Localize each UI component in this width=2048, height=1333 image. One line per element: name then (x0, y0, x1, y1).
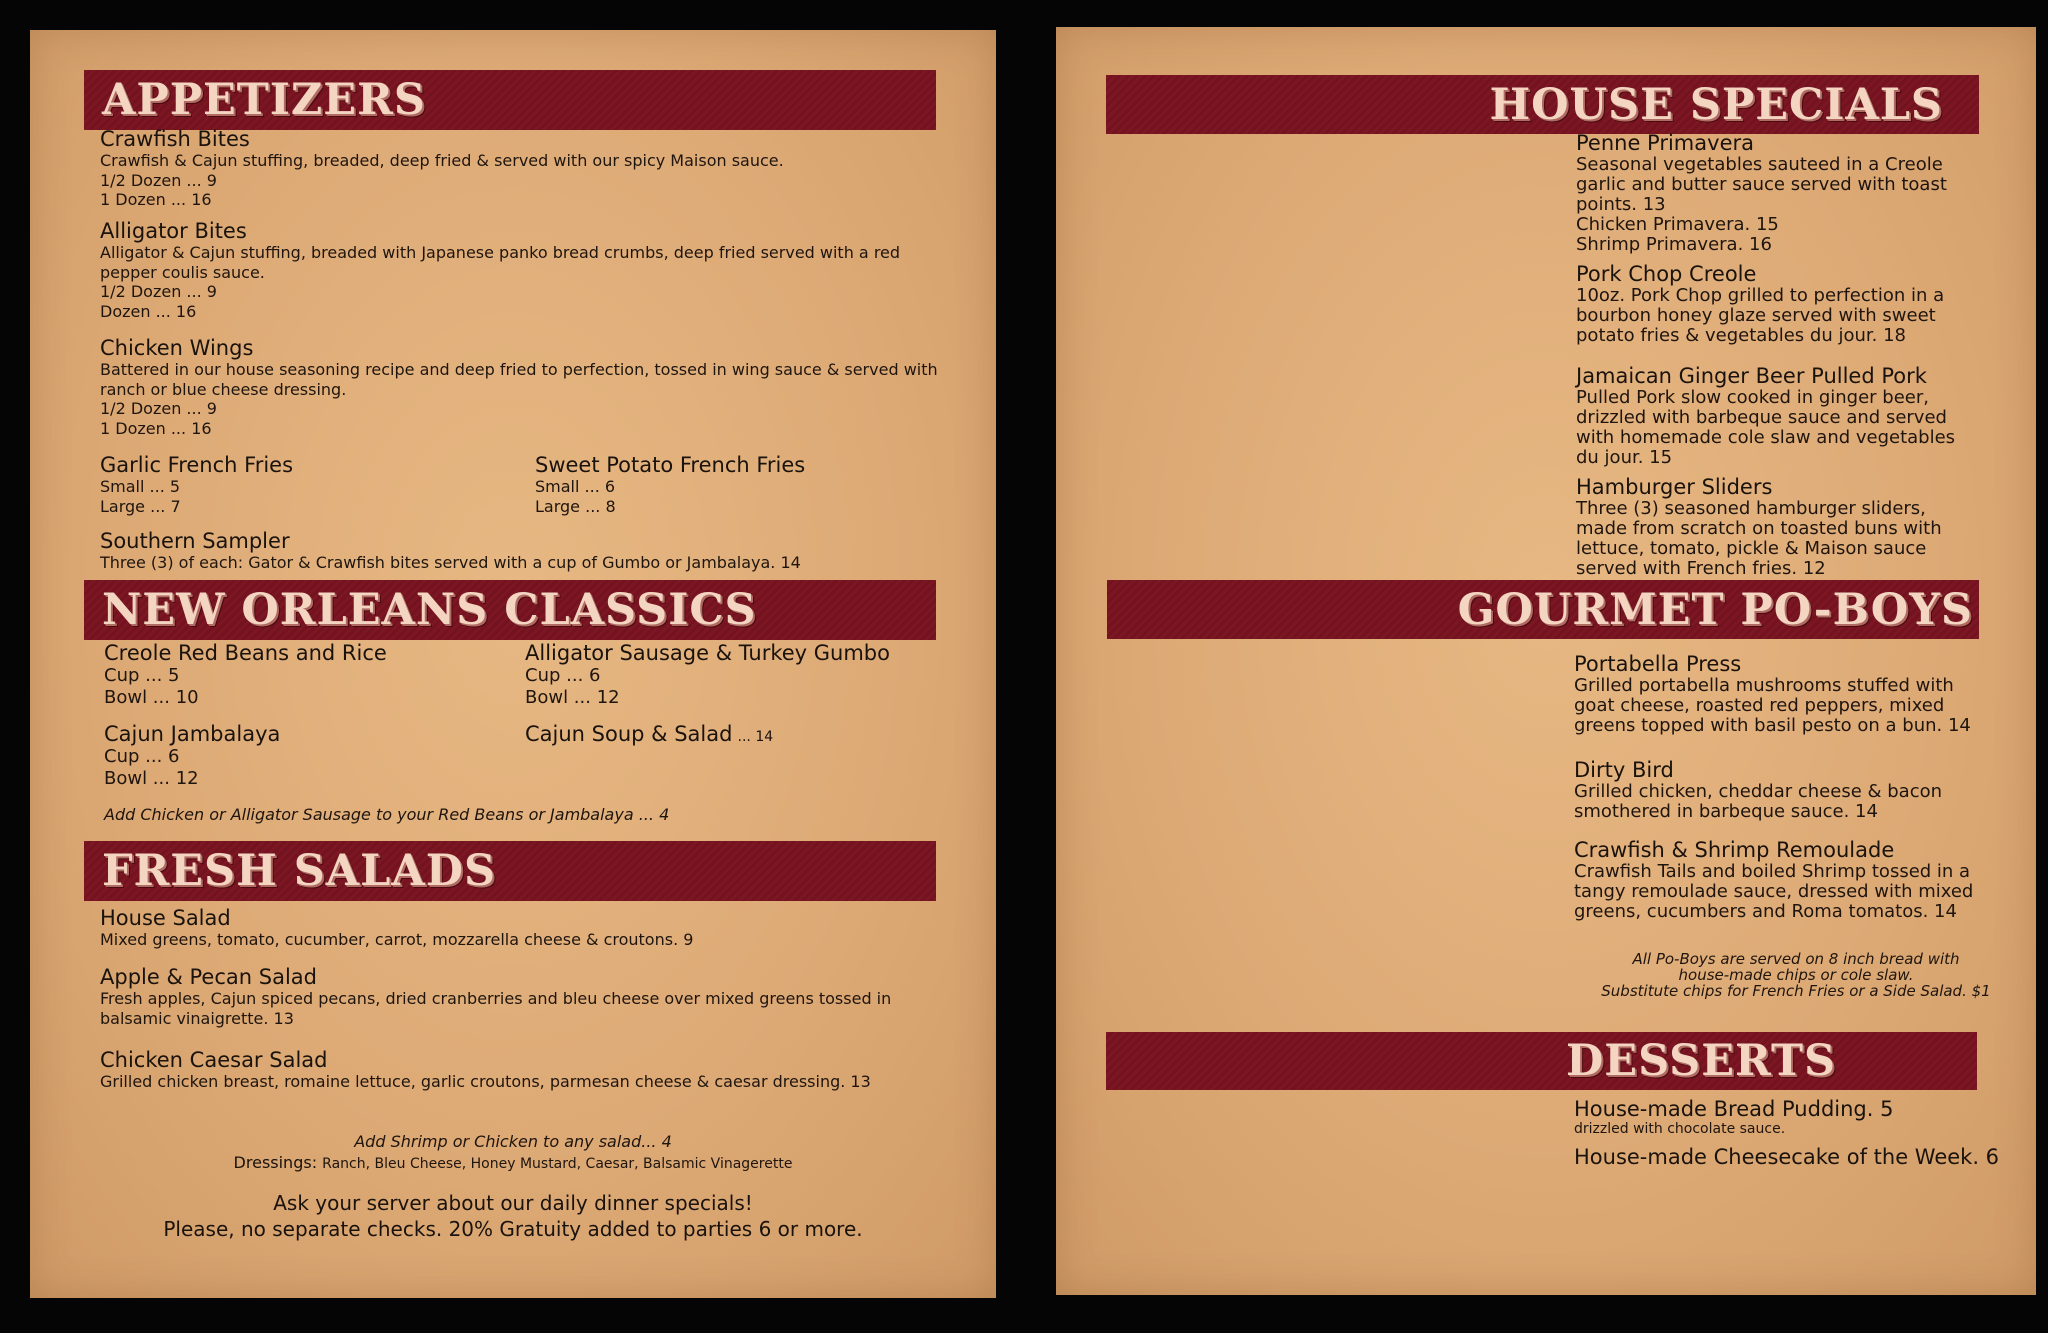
item-description: Crawfish & Cajun stuffing, breaded, deep fried & served with our spicy Maison sauce. (100, 151, 784, 170)
item-description: Crawfish Tails and boiled Shrimp tossed in a tangy remoulade sauce, dressed with mixed greens, cucumbers and Roma tomatos. 14 (1574, 861, 1974, 922)
item-price-line: 1 Dozen ... 16 (100, 418, 212, 438)
item-price-line: Cup ... 6 (525, 665, 601, 686)
item-price-line: Bowl ... 10 (104, 687, 199, 708)
item-price-line: 1/2 Dozen ... 9 (100, 170, 217, 190)
po-boys-note-line-2: house-made chips or cole slaw. (1678, 966, 1914, 984)
desserts-title: DESSERTS (1566, 1036, 1837, 1086)
menu-item-house-salad (100, 907, 940, 950)
item-description: Pulled Pork slow cooked in ginger beer, drizzled with barbeque sauce and served with homemade cole slaw and vegetables du jour. 15 (1576, 387, 1956, 468)
item-price-line: Large ... 8 (535, 496, 616, 516)
item-description: Three (3) seasoned hamburger sliders, made from scratch on toasted buns with lettuce, tomato, pickle & Maison sauce served with French fries. 12 (1576, 498, 1942, 579)
item-price-line: 1 Dozen ... 16 (100, 190, 212, 209)
house-specials-title: HOUSE SPECIALS (1489, 79, 1943, 130)
item-name: Garlic French Fries (100, 453, 294, 477)
item-description: Alligator & Cajun stuffing, breaded with Japanese panko bread crumbs, deep fried served with a red pepper coulis sauce. (100, 243, 901, 282)
item-description: Mixed greens, tomato, cucumber, carrot, mozzarella cheese & croutons. 9 (100, 930, 694, 949)
menu-item-soup-salad (525, 723, 945, 746)
menu-item-chicken-caesar (100, 1049, 940, 1092)
item-name: Alligator Bites (100, 219, 247, 243)
item-description: drizzled with chocolate sauce. (1574, 1121, 1786, 1137)
menu-item-pulled-pork (1576, 365, 1976, 468)
item-name: Cajun Soup & Salad (525, 722, 733, 746)
item-name: House-made Cheesecake of the Week. 6 (1574, 1145, 2000, 1169)
item-description: Three (3) of each: Gator & Crawfish bites served with a cup of Gumbo or Jambalaya. 14 (100, 553, 801, 572)
menu-item-apple-pecan (100, 966, 940, 1028)
menu-item-penne-primavera (1576, 132, 1976, 255)
menu-item-sweet-potato-fries (535, 454, 935, 516)
menu-item-gumbo (525, 642, 945, 709)
item-name: Portabella Press (1574, 652, 1742, 676)
item-price-line: Cup ... 5 (104, 665, 180, 686)
menu-item-crawfish-remoulade (1574, 839, 1974, 922)
item-name: Alligator Sausage & Turkey Gumbo (525, 641, 890, 665)
item-price-line: Bowl ... 12 (104, 768, 199, 789)
item-variant: Chicken Primavera. 15 (1576, 214, 1779, 235)
menu-item-pork-chop (1576, 263, 1976, 346)
item-name: Pork Chop Creole (1576, 262, 1757, 286)
menu-item-jambalaya (104, 723, 504, 790)
menu-page-right (1056, 27, 2036, 1295)
item-name: Penne Primavera (1576, 131, 1754, 155)
item-name: Dirty Bird (1574, 758, 1674, 782)
item-price-line: 1/2 Dozen ... 9 (100, 399, 217, 418)
dressings-list: Ranch, Bleu Cheese, Honey Mustard, Caesar, Balsamic Vinagerette (322, 1156, 793, 1172)
item-description: Fresh apples, Cajun spiced pecans, dried cranberries and bleu cheese over mixed greens tossed in balsamic vinaigrette. 13 (100, 989, 892, 1028)
item-price: ... 14 (737, 729, 774, 745)
item-name: Cajun Jambalaya (104, 722, 281, 746)
item-description: Grilled chicken breast, romaine lettuce, garlic croutons, parmesan cheese & caesar dressing. 13 (100, 1072, 871, 1091)
footer-line-1: Ask your server about our daily dinner specials! (273, 1191, 753, 1215)
item-price-line: Small ... 5 (100, 477, 181, 496)
item-name: Jamaican Ginger Beer Pulled Pork (1576, 364, 1927, 388)
item-description: 10oz. Pork Chop grilled to perfection in a bourbon honey glaze served with sweet potato fries & vegetables du jour. 18 (1576, 285, 1945, 346)
item-price-line: Dozen ... 16 (100, 301, 197, 321)
menu-footer (30, 1190, 996, 1242)
item-name: Crawfish Bites (100, 127, 250, 151)
item-name: Creole Red Beans and Rice (104, 641, 387, 665)
item-name: Sweet Potato French Fries (535, 453, 806, 477)
classics-addon-note: Add Chicken or Alligator Sausage to your Red Beans or Jambalaya ... 4 (104, 805, 670, 824)
po-boys-banner (1107, 580, 1979, 639)
menu-item-dirty-bird (1574, 759, 1974, 822)
item-name: Crawfish & Shrimp Remoulade (1574, 838, 1895, 862)
appetizers-banner (84, 70, 936, 130)
menu-page-left (30, 30, 996, 1298)
footer-line-2: Please, no separate checks. 20% Gratuity added to parties 6 or more. (163, 1217, 863, 1241)
item-description: Seasonal vegetables sauteed in a Creole garlic and butter sauce served with toast points. 13 (1576, 154, 1947, 215)
item-name: Hamburger Sliders (1576, 475, 1773, 499)
menu-item-alligator-bites (100, 220, 940, 321)
po-boys-note-line-1: All Po-Boys are served on 8 inch bread with (1632, 950, 1960, 968)
po-boys-note (1596, 951, 1996, 999)
desserts-banner (1106, 1032, 1977, 1090)
item-name: Chicken Caesar Salad (100, 1048, 328, 1072)
salads-add-note: Add Shrimp or Chicken to any salad... 4 (354, 1132, 672, 1151)
menu-item-hamburger-sliders (1576, 476, 1976, 579)
item-price-line: Cup ... 6 (104, 746, 180, 767)
po-boys-title: GOURMET PO-BOYS (1457, 584, 1973, 635)
menu-item-portabella-press (1574, 653, 1994, 736)
menu-item-garlic-fries (100, 454, 500, 516)
item-description: Grilled portabella mushrooms stuffed with goat cheese, roasted red peppers, mixed greens topped with basil pesto on a bun. 14 (1574, 675, 1971, 736)
item-price-line: Small ... 6 (535, 477, 616, 496)
item-name: Apple & Pecan Salad (100, 965, 317, 989)
item-name: Chicken Wings (100, 336, 254, 360)
salads-title: FRESH SALADS (102, 846, 497, 896)
classics-title: NEW ORLEANS CLASSICS (102, 585, 757, 635)
item-description: Grilled chicken, cheddar cheese & bacon smothered in barbeque sauce. 14 (1574, 781, 1943, 822)
menu-item-chicken-wings (100, 337, 940, 438)
dressings-label: Dressings: (233, 1153, 318, 1172)
item-price-line: Large ... 7 (100, 496, 181, 516)
menu-item-crawfish-bites (100, 128, 940, 210)
item-name: House-made Bread Pudding. 5 (1574, 1097, 1894, 1121)
classics-banner (84, 580, 936, 640)
item-description: Battered in our house seasoning recipe and deep fried to perfection, tossed in wing sauce & served with ranch or blue cheese dressing. (100, 360, 938, 399)
item-name: House Salad (100, 906, 231, 930)
menu-item-bread-pudding (1574, 1098, 1994, 1138)
menu-item-southern-sampler (100, 530, 940, 573)
salads-dressings (30, 1153, 996, 1173)
menu-item-cheesecake (1574, 1146, 2014, 1169)
house-specials-banner (1106, 75, 1979, 134)
item-name: Southern Sampler (100, 529, 290, 553)
item-variant: Shrimp Primavera. 16 (1576, 234, 1772, 255)
item-price-line: 1/2 Dozen ... 9 (100, 282, 217, 301)
menu-item-red-beans (104, 642, 504, 709)
salads-banner (84, 841, 936, 901)
appetizers-title: APPETIZERS (102, 75, 426, 125)
item-price-line: Bowl ... 12 (525, 687, 620, 708)
po-boys-note-line-3: Substitute chips for French Fries or a Side Salad. $1 (1601, 982, 1991, 1000)
